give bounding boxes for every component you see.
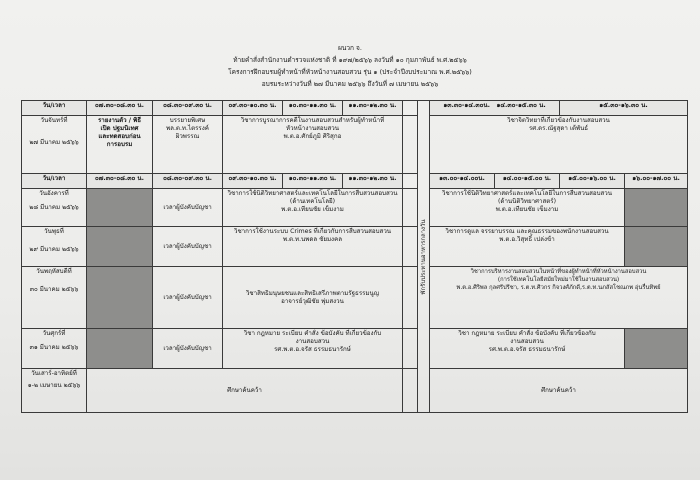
time-slot: ๑๕.๓๐-๑๖.๓๐ น.	[560, 101, 688, 116]
course-law-regulation-pm: วิชา กฎหมาย ระเบียบ คำสั่ง ข้อบังคับ ที่เกี่ยวข้องกับ งานสอบสวน รศ.พ.ต.อ.จรัส ธรรมธนารักษ์	[430, 329, 625, 369]
lunch-break-column	[418, 101, 430, 413]
time-slot: ๑๑.๓๐-๑๒.๓๐ น.	[343, 174, 403, 189]
course-human-rights: วิชาสิทธิมนุษยชนและสิทธิเสรีภาพตามรัฐธรรมนูญ อาจารย์วุฒิชัย พุ่มสงวน	[223, 267, 403, 329]
shaded-cell	[625, 329, 688, 369]
gap-cell	[403, 174, 418, 189]
course-law-regulation: วิชา กฎหมาย ระเบียบ คำสั่ง ข้อบังคับ ที่เกี่ยวข้องกับ งานสอบสวน รศ.พ.ต.อ.จรัส ธรรมธนารักษ์	[223, 329, 403, 369]
annex-label: ผนวก จ.	[338, 44, 362, 52]
time-slot: ๐๗.๓๐-๐๘.๓๐ น.	[87, 174, 153, 189]
gap-cell	[403, 369, 418, 413]
week1-header-row	[22, 101, 688, 116]
course-forensic-tech: วิชาการใช้นิติวิทยาศาสตร์และเทคโนโลยีในการสืบสวนสอบสวน (ด้านเทคโนโลยี) พ.ต.อ.เทียนชัย เข็มงาม	[223, 189, 403, 227]
self-study-am: ศึกษาค้นคว้า	[87, 369, 403, 413]
course-integration: วิชาการบูรณาการคดีในงานสอบสวนสำหรับผู้ทำหน้าที่ หัวหน้างานสอบสวน พ.ต.อ.ศักย์ภูมิ ศิริสุกอ	[223, 116, 403, 174]
gap-cell	[403, 189, 418, 227]
commander-time: เวลาผู้บังคับบัญชา	[153, 267, 223, 329]
special-lecture: บรรยายพิเศษ พล.ต.ท.ไตรรงค์ ผิวพรรณ	[153, 116, 223, 174]
day-cell-friday: วันศุกร์ที่ ๓๑ มีนาคม ๒๕๖๖	[22, 329, 87, 369]
time-slot: ๑๕.๐๐-๑๖.๐๐ น.	[560, 174, 625, 189]
day-cell-monday: วันจันทร์ที่ ๒๗ มีนาคม ๒๕๖๖	[22, 116, 87, 174]
shaded-cell	[87, 267, 153, 329]
shaded-cell	[87, 227, 153, 267]
time-slot: ๐๘.๓๐-๐๙.๓๐ น.	[153, 174, 223, 189]
shaded-cell	[87, 329, 153, 369]
monday-row	[22, 116, 688, 174]
shaded-cell	[87, 189, 153, 227]
time-slot: ๐๗.๓๐-๐๘.๓๐ น.	[87, 101, 153, 116]
time-slot: ๑๓.๓๐-๑๔.๓๐น. ๑๔.๓๐-๑๕.๓๐ น.	[430, 101, 560, 116]
day-cell-weekend: วันเสาร์-อาทิตย์ที่ ๑-๒ เมษายน ๒๕๖๖	[22, 369, 87, 413]
time-slot: ๐๙.๓๐-๑๐.๓๐ น.	[223, 174, 283, 189]
course-crimes-system: วิชาการใช้งานระบบ Crimes ที่เกี่ยวกับการสืบสวนสอบสวน พ.ต.ท.นพดล ชัยมงคล	[223, 227, 403, 267]
course-forensic-science: วิชาการใช้นิติวิทยาศาสตร์และเทคโนโลยีในการสืบสวนสอบสวน (ด้านนิติวิทยาศาสตร์) พ.ต.อ.เทียนชัย เข็มงาม	[430, 189, 625, 227]
course-psychology: วิชาจิตวิทยาที่เกี่ยวข้องกับงานสอบสวน รศ.ดร.ณัฐสุดา เต้พันธ์	[430, 116, 688, 174]
time-slot: ๑๐.๓๐-๑๑.๓๐ น.	[283, 101, 343, 116]
course-ethics: วิชาการดูแล จรรยาบรรณ และคุณธรรมของพนักงานสอบสวน พ.ต.อ.วิสุทธิ์ เปล่งข้า	[430, 227, 625, 267]
schedule-table	[21, 100, 688, 413]
gap-cell	[403, 101, 418, 116]
day-cell-wednesday: วันพุธที่ ๒๙ มีนาคม ๒๕๖๖	[22, 227, 87, 267]
thursday-row	[22, 267, 688, 329]
day-cell-tuesday: วันอังคารที่ ๒๘ มีนาคม ๒๕๖๖	[22, 189, 87, 227]
self-study-pm: ศึกษาค้นคว้า	[430, 369, 688, 413]
lunch-break-label: พักรับประทานอาหารกลางวัน	[419, 219, 427, 294]
gap-cell	[403, 116, 418, 174]
gap-cell	[403, 329, 418, 369]
tuesday-row	[22, 189, 688, 227]
time-slot: ๐๘.๓๐-๐๙.๓๐ น.	[153, 101, 223, 116]
friday-row	[22, 329, 688, 369]
course-investigation-management: วิชาการบริหารงานสอบสวนในหน้าที่ของผู้ทำหน้าที่หัวหน้างานสอบสวน (การใช้เทคโนโลยีสมัยใหม่มาใช้ในงานสอบสวน) พ.ต.อ.ศิริพล กุลศรีปรีชา, ร.ต.ท.ศิวกร กิจวงศ์ภักดี,ร.ต.ท.นภสัสโชณภพ อุ่นรื่นทิพย์	[430, 267, 688, 329]
gap-cell	[403, 267, 418, 329]
time-slot: ๑๔.๐๐-๑๕.๐๐ น.	[495, 174, 560, 189]
project-title: โครงการฝึกอบรมผู้ทำหน้าที่หัวหน้างานสอบสวน รุ่น ๑ (ประจำปีงบประมาณ พ.ศ.๒๕๖๖)	[228, 68, 472, 76]
week1-corner: วัน/เวลา	[22, 101, 87, 116]
time-slot: ๑๑.๓๐-๑๒.๓๐ น.	[343, 101, 403, 116]
week2-header-row	[22, 174, 688, 189]
training-period: อบรมระหว่างวันที่ ๒๗ มีนาคม ๒๕๖๖ ถึงวันที่ ๗ เมษายน ๒๕๖๖	[261, 80, 439, 88]
shaded-cell	[625, 189, 688, 227]
time-slot: ๑๐.๓๐-๑๑.๓๐ น.	[283, 174, 343, 189]
gap-cell	[403, 227, 418, 267]
opening-session: รายงานตัว / พิธี เปิด ปฐมนิเทศ และทดสอบก่อน การอบรม	[87, 116, 153, 174]
shaded-cell	[625, 227, 688, 267]
time-slot: ๐๙.๓๐-๑๐.๓๐ น.	[223, 101, 283, 116]
commander-time: เวลาผู้บังคับบัญชา	[153, 329, 223, 369]
time-slot: ๑๓.๐๐-๑๔.๐๐น.	[430, 174, 495, 189]
commander-time: เวลาผู้บังคับบัญชา	[153, 227, 223, 267]
day-cell-thursday: วันพฤหัสบดีที่ ๓๐ มีนาคม ๒๕๖๖	[22, 267, 87, 329]
week2-corner: วัน/เวลา	[22, 174, 87, 189]
order-reference: ท้ายคำสั่งสำนักงานตำรวจแห่งชาติ ที่ ๑๙๗/๒๕๖๖ ลงวันที่ ๑๐ กุมภาพันธ์ พ.ศ.๒๕๖๖	[233, 56, 467, 64]
commander-time: เวลาผู้บังคับบัญชา	[153, 189, 223, 227]
weekend-row	[22, 369, 688, 413]
wednesday-row	[22, 227, 688, 267]
time-slot: ๑๖.๐๐-๑๗.๐๐ น.	[625, 174, 688, 189]
